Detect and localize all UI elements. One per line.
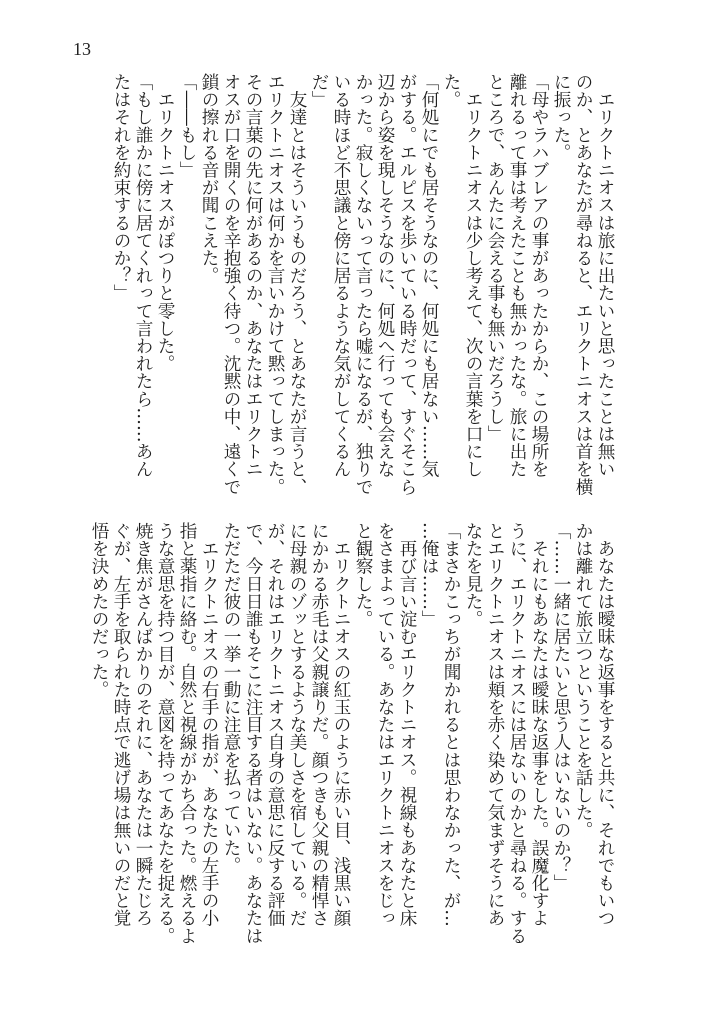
page-number: 13 — [73, 39, 91, 59]
text-column: たはそれを約束するのか？」 — [111, 73, 131, 302]
upper-text-block — [110, 73, 616, 503]
text-column: で、今日日誰もそこに注目する者はいない。あなたは — [243, 522, 263, 945]
text-column: がする。エルピスを歩いている時だって、すぐそこら — [397, 73, 417, 496]
text-column: 「何処にでも居そうなのに、何処にも居ない……気 — [419, 73, 439, 478]
text-column: いる時ほど不思議と傍に居るような気がしてくるん — [331, 73, 351, 478]
text-column: エリクトニオスの右手の指が、あなたの左手の小 — [199, 522, 219, 927]
text-column: エリクトニオスは何かを言いかけて黙ってしまった。 — [265, 73, 285, 496]
text-column: 「もし誰かに傍に居てくれって言われたら……あん — [133, 73, 153, 478]
text-column: ところで、あんたに会える事も無いだろうし」 — [485, 73, 505, 443]
text-column: 「まさかこっちが聞かれるとは思わなかった、が… — [441, 522, 461, 927]
text-column: のか、とあなたが尋ねると、エリクトニオスは首を横 — [573, 73, 593, 496]
text-column: 再び言い淀むエリクトニオス。視線もあなたと床 — [397, 522, 417, 927]
text-column: エリクトニオスは旅に出たいと思ったことは無い — [595, 73, 615, 478]
text-column: 悟を決めたのだった。 — [89, 522, 109, 698]
text-column: なたを見た。 — [463, 522, 483, 628]
text-column: それにもあなたは曖昧な返事をした。誤魔化すよ — [529, 522, 549, 927]
text-column: その言葉の先に何があるのか、あなたはエリクトニ — [243, 73, 263, 478]
text-column: と観察した。 — [353, 522, 373, 628]
text-column: エリクトニオスは少し考えて、次の言葉を口にし — [463, 73, 483, 478]
text-column: 辺から姿を現しそうなのに、何処へ行っても会えな — [375, 73, 395, 478]
text-column: 指と薬指に絡む。自然と視線がかち合った。燃えるよ — [177, 522, 197, 945]
text-column: 離れるって事は考えたことも無かったな。旅に出た — [507, 73, 527, 478]
text-column: が、それはエリクトニオス自身の意思に反する評価 — [265, 522, 285, 927]
text-column: 焼き焦がさんばかりのそれに、あなたは一瞬たじろ — [133, 522, 153, 927]
text-column: …俺は……」 — [419, 522, 439, 628]
text-column: あなたは曖昧な返事をすると共に、それでもいつ — [595, 522, 615, 927]
text-column: エリクトニオスがぽつりと零した。 — [155, 73, 175, 373]
text-column: にかかる赤毛は父親譲りだ。顔つきも父親の精悍さ — [309, 522, 329, 927]
text-column: 「……一緒に居たいと思う人はいないのか？」 — [551, 522, 571, 892]
text-column: ぐが、左手を取られた時点で逃げ場は無いのだと覚 — [111, 522, 131, 927]
text-column: とエリクトニオスは頬を赤く染めて気まずそうにあ — [485, 522, 505, 927]
text-column: かった。寂しくないって言ったら嘘になるが、独りで — [353, 73, 373, 496]
lower-text-block — [88, 522, 616, 952]
text-column: 「――もし」 — [177, 73, 197, 179]
text-column: エリクトニオスの紅玉のように赤い目、浅黒い顔 — [331, 522, 351, 927]
text-column: ただただ彼の一挙一動に注意を払っていた。 — [221, 522, 241, 874]
text-column: をさまよっている。あなたはエリクトニオスをじっ — [375, 522, 395, 927]
text-column: オスが口を開くのを辛抱強く待つ。沈黙の中、遠くで — [221, 73, 241, 496]
text-column: に母親のゾッとするような美しさを宿している。だ — [287, 522, 307, 927]
text-column: うに、エリクトニオスには居ないのかと尋ねる。する — [507, 522, 527, 945]
text-column: た。 — [441, 73, 461, 109]
text-column: 「母やラハブレアの事があったからか、この場所を — [529, 73, 549, 478]
text-column: 鎖の擦れる音が聞こえた。 — [199, 73, 219, 285]
text-column: うな意思を持つ目が、意図を持ってあなたを捉える。 — [155, 522, 175, 945]
text-column: だ」 — [309, 73, 329, 109]
text-column: に振った。 — [551, 73, 571, 161]
text-column: 友達とはそういうものだろう、とあなたが言うと、 — [287, 73, 307, 496]
text-column: かは離れて旅立つということを話した。 — [573, 522, 593, 839]
